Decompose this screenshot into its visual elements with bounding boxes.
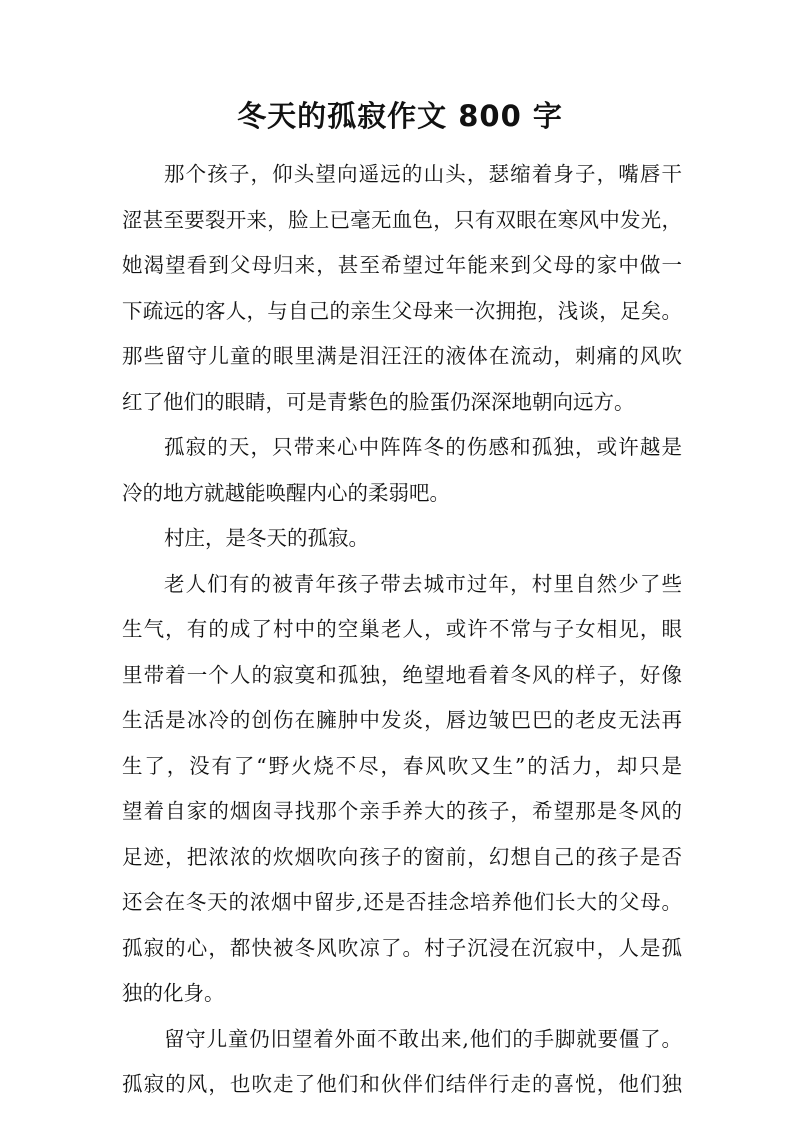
paragraph-line: 下疏远的客人，与自己的亲生父母来一次拥抱，浅谈，足矣。 [122, 298, 682, 323]
paragraph-line: 村庄，是冬天的孤寂。 [164, 526, 369, 550]
document-body [122, 152, 682, 1108]
paragraph-line: 独的化身。 [122, 981, 225, 1005]
paragraph-line: 红了他们的眼睛，可是青紫色的脸蛋仍深深地朝向远方。 [122, 389, 635, 414]
paragraph-line: 那个孩子，仰头望向遥远的山头，瑟缩着身子，嘴唇干 [164, 162, 682, 186]
paragraph-line: 生气，有的成了村中的空巢老人，或许不常与子女相见，眼 [122, 617, 682, 641]
paragraph-line: 老人们有的被青年孩子带去城市过年，村里自然少了些 [164, 571, 682, 596]
paragraph-line: 那些留守儿童的眼里满是泪汪汪的液体在流动，刺痛的风吹 [122, 344, 682, 368]
paragraph-line: 涩甚至要裂开来，脸上已毫无血色，只有双眼在寒风中发光， [122, 207, 682, 232]
paragraph-line: 孤寂的风，也吹走了他们和伙伴们结伴行走的喜悦，他们独 [122, 1072, 682, 1096]
paragraph-line: 孤寂的心，都快被冬风吹凉了。村子沉浸在沉寂中，人是孤 [122, 935, 682, 960]
paragraph-line: 望着自家的烟囱寻找那个亲手养大的孩子，希望那是冬风的 [122, 799, 682, 823]
paragraph-line: 生活是冰冷的创伤在臃肿中发炎，唇边皱巴巴的老皮无法再 [122, 708, 682, 732]
paragraph-line: 生了，没有了“野火烧不尽，春风吹又生”的活力，却只是 [122, 753, 682, 778]
paragraph-line: 孤寂的天，只带来心中阵阵冬的伤感和孤独，或许越是 [164, 435, 682, 459]
paragraph-line: 留守儿童仍旧望着外面不敢出来,他们的手脚就要僵了。 [164, 1026, 682, 1051]
paragraph-line: 还会在冬天的浓烟中留步,还是否挂念培养他们长大的父母。 [122, 890, 682, 914]
paragraph-line: 她渴望看到父母归来，甚至希望过年能来到父母的家中做一 [122, 253, 682, 277]
paragraph-line: 冷的地方就越能唤醒内心的柔弱吧。 [122, 480, 450, 505]
document-title: 冬天的孤寂作文 800 字 [237, 99, 563, 133]
paragraph-line: 里带着一个人的寂寞和孤独，绝望地看着冬风的样子，好像 [122, 662, 682, 687]
paragraph-line: 足迹，把浓浓的炊烟吹向孩子的窗前，幻想自己的孩子是否 [122, 844, 682, 869]
